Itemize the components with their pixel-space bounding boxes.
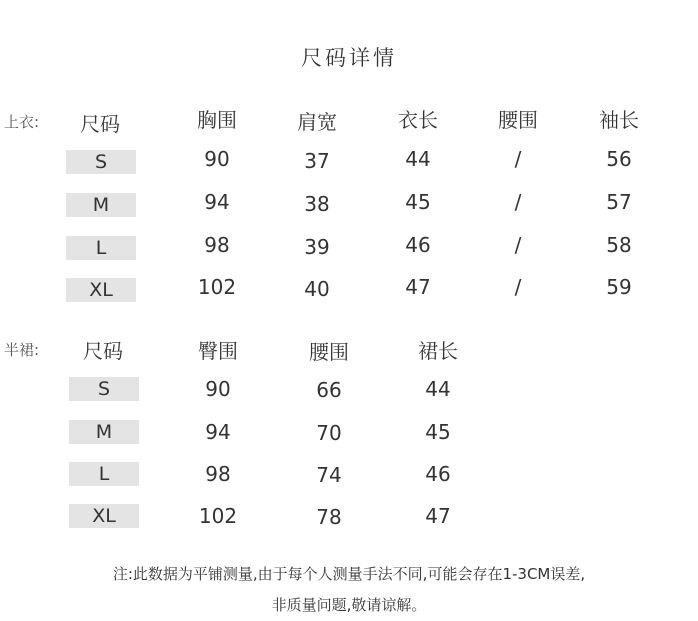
header-sleeve: 袖长 (599, 108, 639, 132)
table-cell: 94 (205, 420, 231, 444)
header-skirt-length: 裙长 (418, 339, 458, 363)
table-cell: / (514, 147, 522, 171)
table-cell: 98 (205, 462, 231, 486)
page-title: 尺码详情 (301, 46, 397, 70)
measurement-note-line-2: 非质量问题,敬请谅解。 (271, 596, 427, 614)
table-cell: 57 (606, 190, 632, 214)
table-cell: 56 (606, 147, 632, 171)
size-badge: XL (69, 504, 139, 528)
table-cell: 74 (316, 463, 342, 487)
table-cell: 94 (204, 190, 230, 214)
table-cell: 66 (316, 378, 342, 402)
table-cell: 98 (204, 233, 230, 257)
table-cell: 40 (304, 277, 330, 301)
size-badge: S (69, 377, 139, 401)
header-hip: 臀围 (198, 339, 238, 363)
table-cell: 47 (405, 275, 431, 299)
header-length: 衣长 (398, 108, 438, 132)
header-size: 尺码 (80, 112, 120, 136)
header-waist: 腰围 (309, 340, 349, 364)
header-shoulder: 肩宽 (297, 110, 337, 134)
skirt-section-label: 半裙: (4, 341, 40, 359)
table-cell: 44 (405, 147, 431, 171)
size-badge: S (66, 150, 136, 174)
table-cell: 46 (405, 233, 431, 257)
table-cell: 45 (425, 420, 451, 444)
table-cell: 58 (606, 233, 632, 257)
table-cell: 59 (606, 275, 632, 299)
table-cell: 46 (425, 462, 451, 486)
table-cell: / (514, 190, 522, 214)
table-cell: 102 (198, 504, 238, 528)
header-size: 尺码 (83, 339, 123, 363)
table-cell: 47 (425, 504, 451, 528)
size-badge: M (66, 193, 136, 217)
header-chest: 胸围 (197, 108, 237, 132)
table-cell: 37 (304, 149, 330, 173)
table-cell: 39 (304, 235, 330, 259)
measurement-note-line-1: 注:此数据为平铺测量,由于每个人测量手法不同,可能会存在1-3CM误差, (112, 565, 586, 583)
top-section-label: 上衣: (4, 113, 40, 131)
table-cell: / (514, 275, 522, 299)
table-cell: 38 (304, 192, 330, 216)
size-badge: XL (66, 278, 136, 302)
table-cell: 78 (316, 505, 342, 529)
table-cell: 90 (205, 377, 231, 401)
header-waist: 腰围 (498, 108, 538, 132)
table-cell: 90 (204, 147, 230, 171)
table-cell: / (514, 233, 522, 257)
size-badge: M (69, 420, 139, 444)
size-badge: L (66, 236, 136, 260)
table-cell: 102 (197, 275, 237, 299)
table-cell: 45 (405, 190, 431, 214)
table-cell: 44 (425, 377, 451, 401)
size-badge: L (69, 462, 139, 486)
table-cell: 70 (316, 421, 342, 445)
